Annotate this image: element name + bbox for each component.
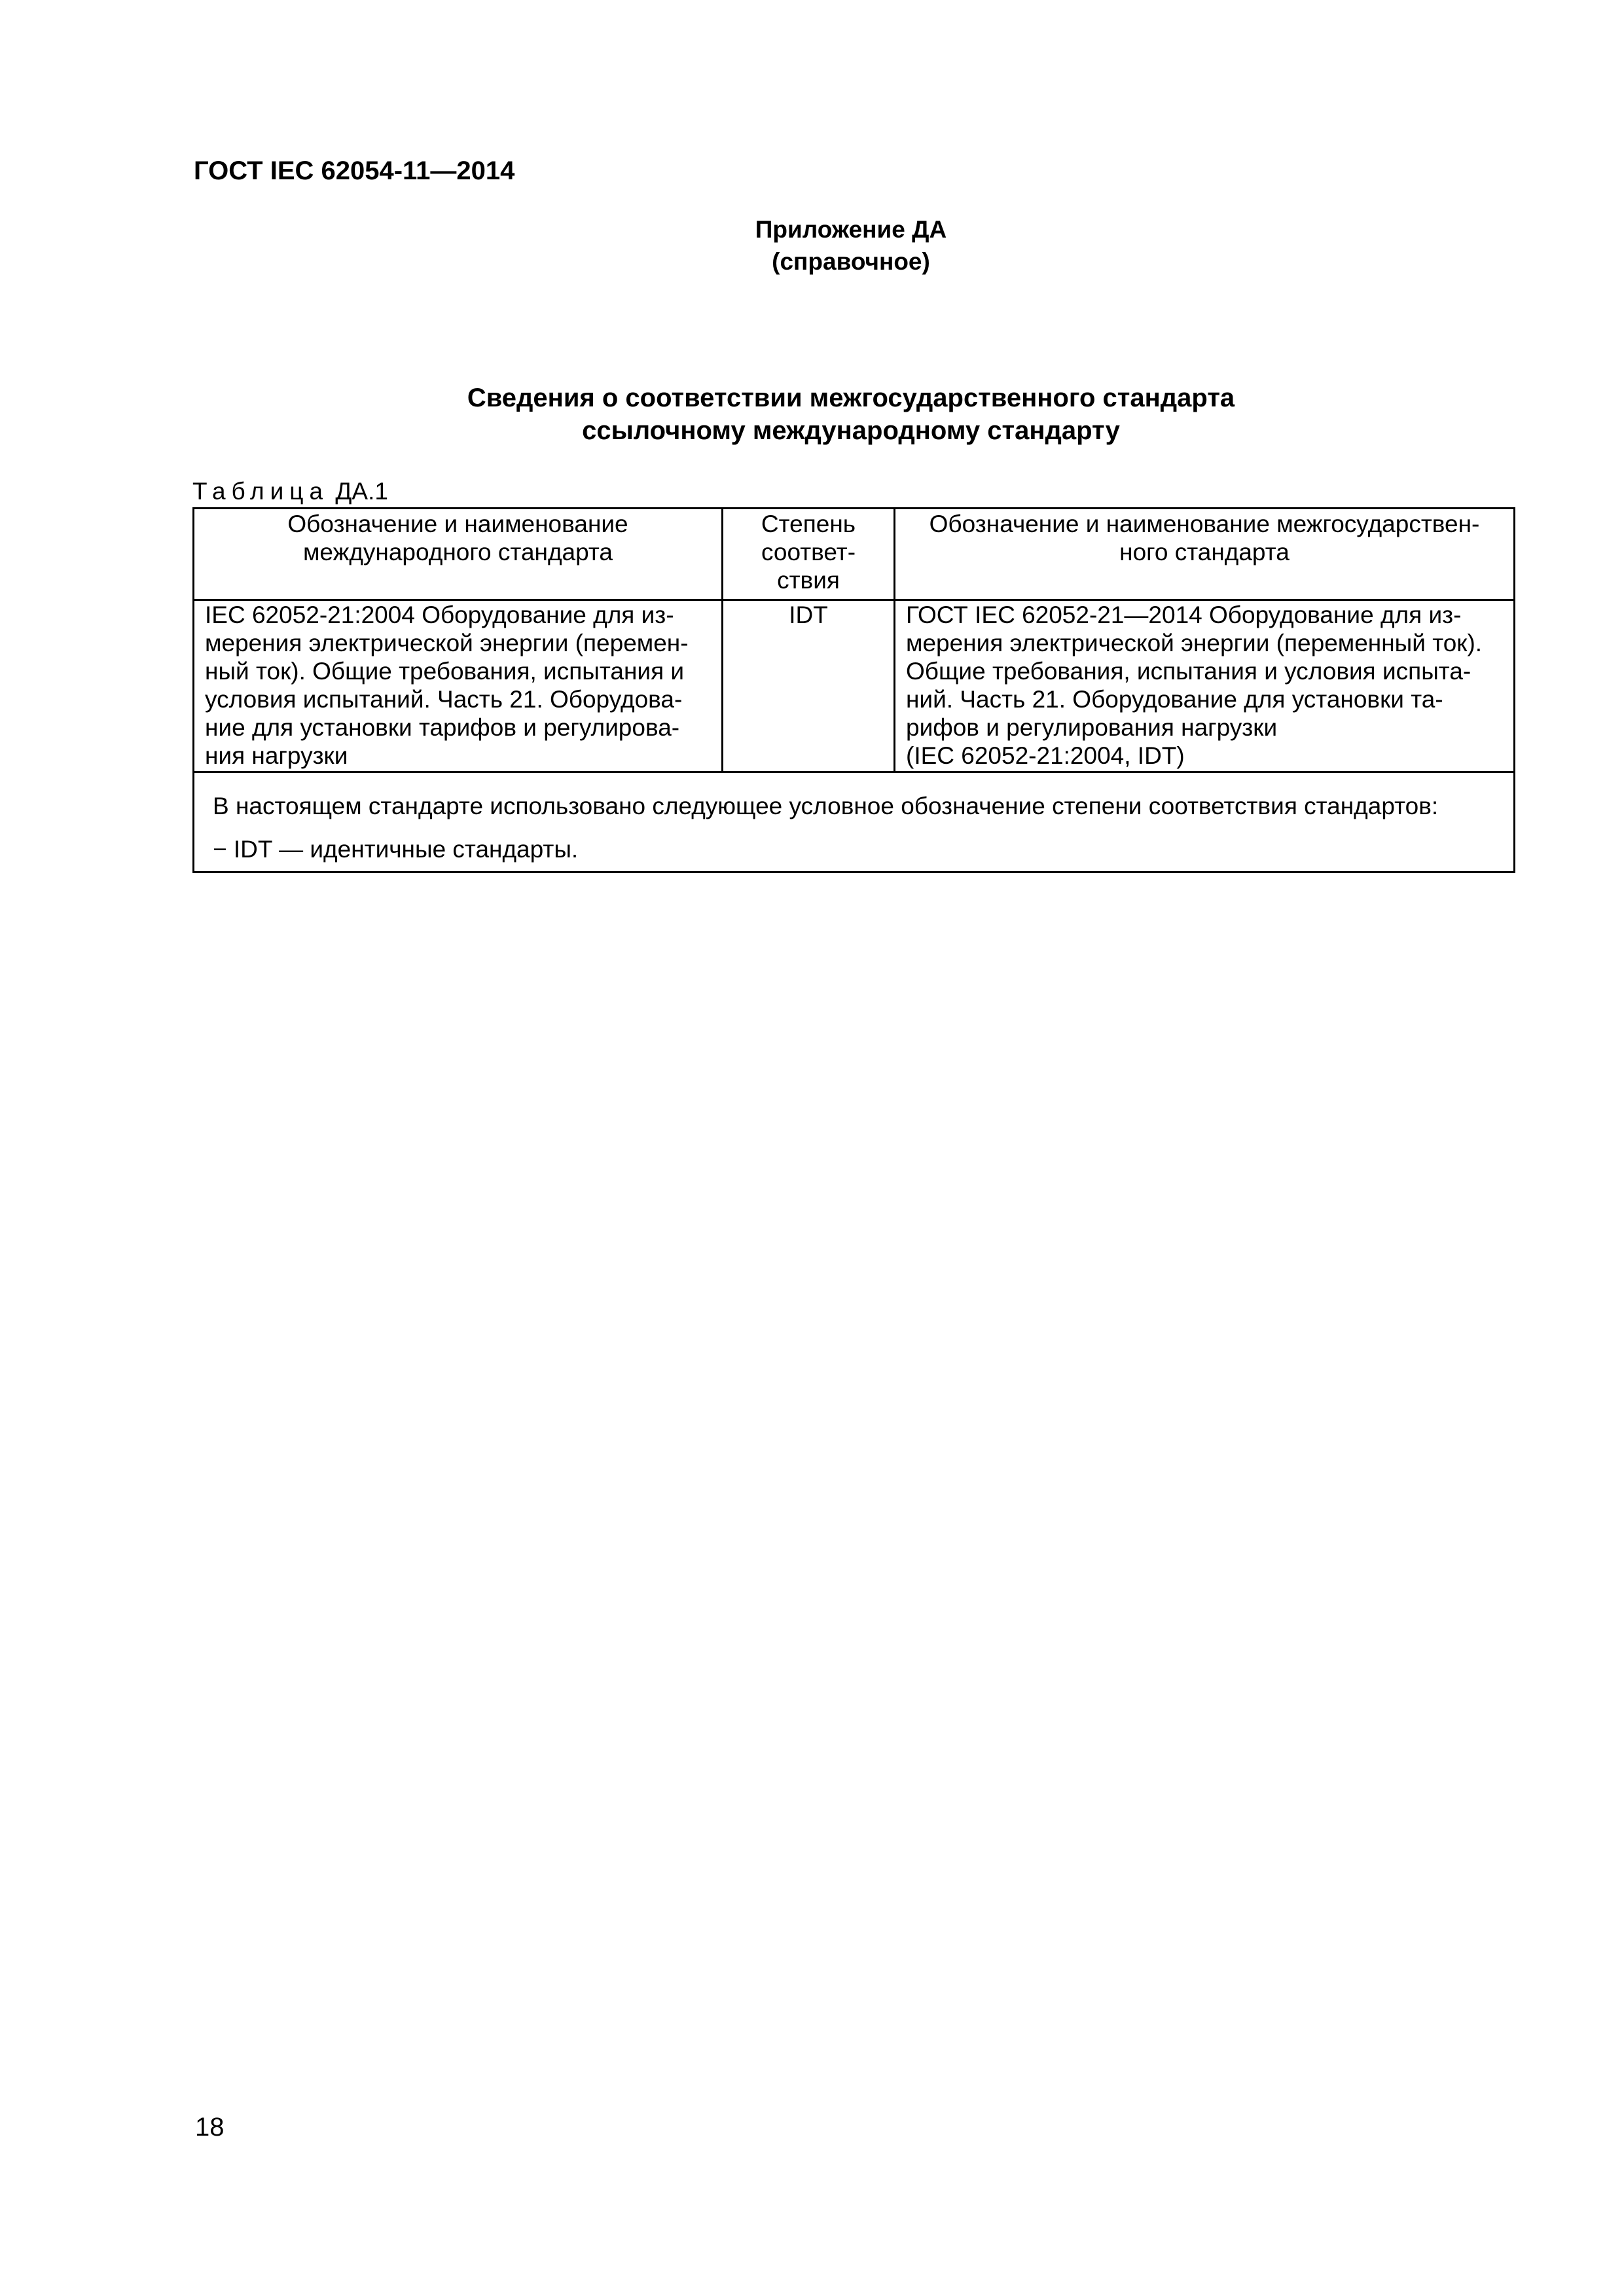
table-caption — [192, 476, 388, 507]
table-caption-number: ДА.1 — [335, 478, 388, 505]
document-code: ГОСТ IEC 62054-11—2014 — [194, 156, 515, 185]
appendix-type: (справочное) — [772, 248, 930, 275]
table-note-line-2: − IDT — идентичные стандарты. — [213, 836, 579, 863]
cell-degree-of-correspondence: IDT — [723, 600, 895, 772]
table-note-line-1: В настоящем стандарте использовано следующее условное обозначение степени соответствия стандартов: — [213, 793, 1439, 819]
appendix-title: Приложение ДА — [755, 216, 947, 243]
section-title — [327, 382, 1375, 447]
header-degree-of-correspondence: Степень соответ- ствия — [723, 509, 895, 600]
page-number: 18 — [195, 2113, 225, 2142]
appendix-heading — [687, 213, 1015, 278]
header-international-standard: Обозначение и наименование международного стандарта — [194, 509, 723, 600]
cell-international-standard: IEC 62052-21:2004 Оборудование для из- мерения электрической энергии (перемен- ный ток). Общие требования, испытания и условия испытаний. Часть 21. Оборудова- ние для установки тарифов и регулирова- ния нагрузки — [194, 600, 723, 772]
table-header-row — [194, 509, 1515, 600]
table-caption-word: Таблица — [192, 478, 329, 505]
header-interstate-standard: Обозначение и наименование межгосударствен- ного стандарта — [895, 509, 1515, 600]
correspondence-table — [192, 507, 1515, 873]
section-title-line-2: ссылочному международному стандарту — [582, 416, 1120, 445]
cell-interstate-standard: ГОСТ IEC 62052-21—2014 Оборудование для из- мерения электрической энергии (переменный ток). Общие требования, испытания и условия испыта- ний. Часть 21. Оборудование для установки та- рифов и регулирования нагрузки (IEC 62052-21:2004, IDT) — [895, 600, 1515, 772]
section-title-line-1: Сведения о соответствии межгосударственного стандарта — [467, 384, 1235, 412]
table-note — [194, 772, 1515, 872]
table-note-row — [194, 772, 1515, 872]
table-row — [194, 600, 1515, 772]
